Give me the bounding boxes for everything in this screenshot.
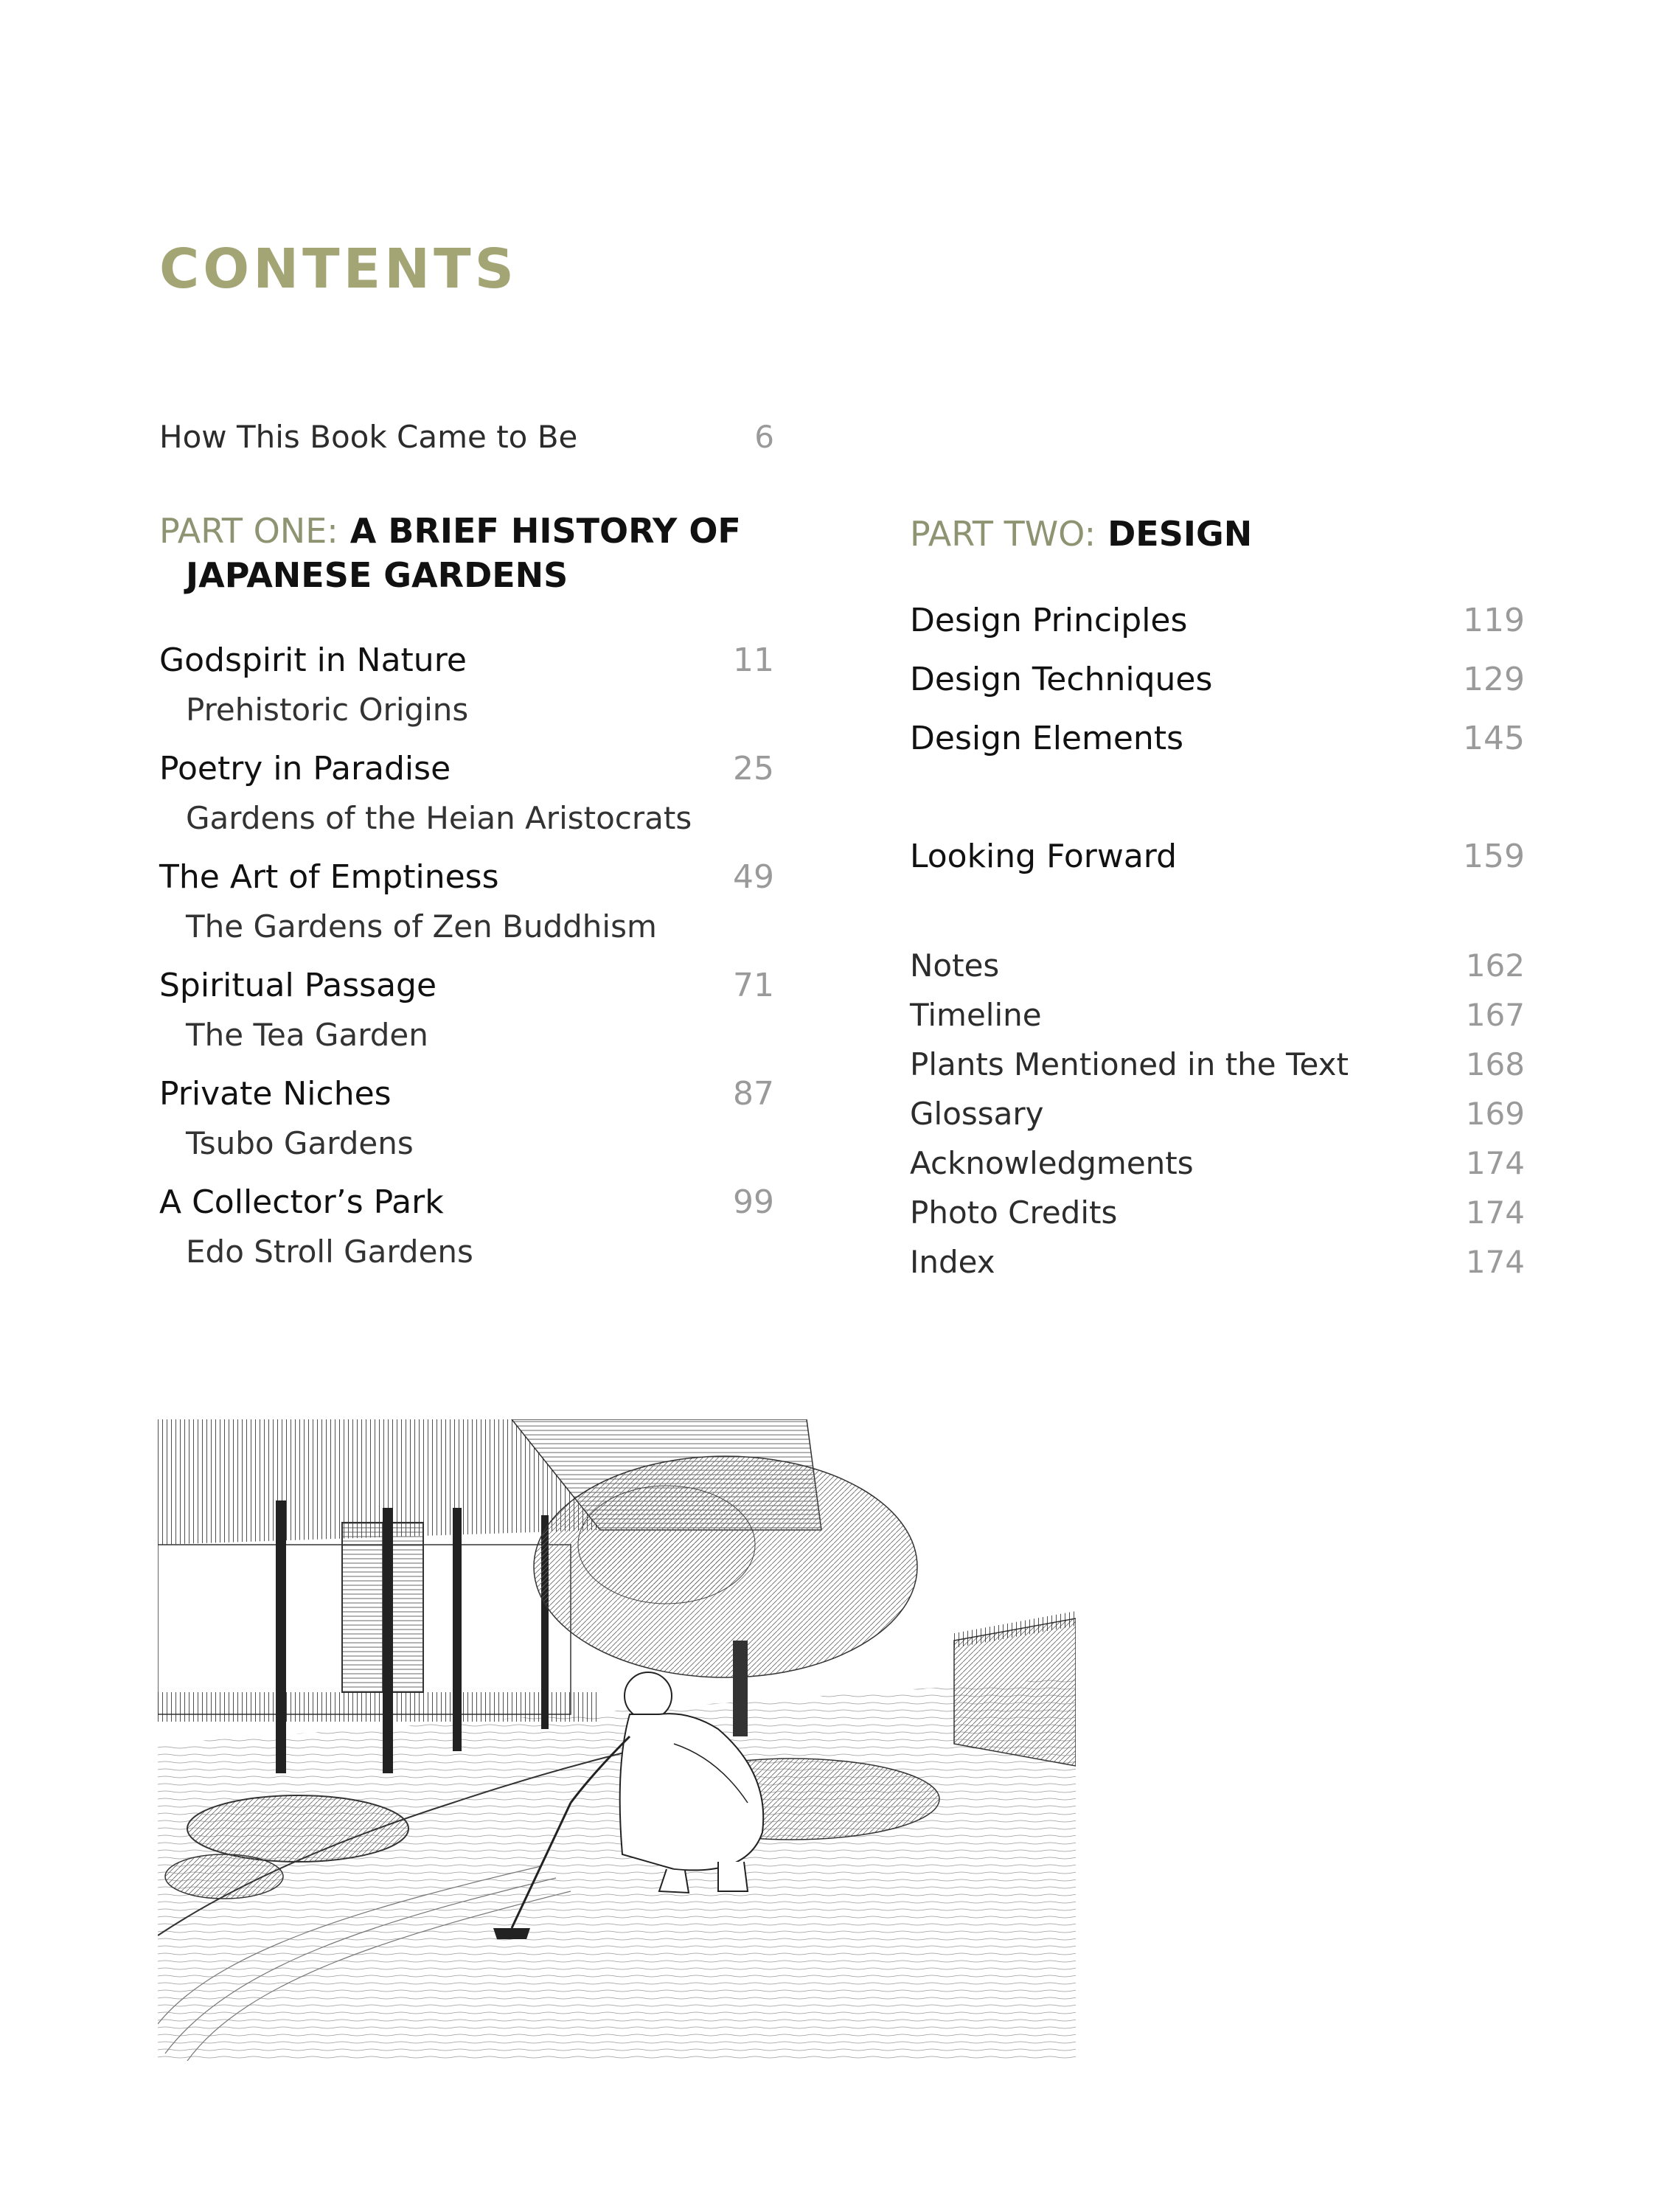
toc-page-number: 119 bbox=[1463, 602, 1525, 639]
toc-chapter[interactable] bbox=[910, 602, 1525, 639]
part-one-heading bbox=[159, 509, 741, 597]
toc-back-matter-entry[interactable] bbox=[910, 1244, 1525, 1280]
toc-entry-label: Acknowledgments bbox=[910, 1145, 1194, 1181]
part-two-prefix: PART TWO: bbox=[910, 514, 1096, 554]
raked-gravel bbox=[158, 1677, 1076, 2061]
toc-back-matter-entry[interactable] bbox=[910, 997, 1525, 1033]
toc-chapter-looking-forward[interactable] bbox=[910, 838, 1525, 875]
toc-chapter-title: A Collector’s Park bbox=[159, 1183, 444, 1221]
toc-page-number: 87 bbox=[733, 1075, 774, 1113]
toc-chapter[interactable] bbox=[159, 967, 774, 1004]
toc-chapter[interactable] bbox=[159, 1183, 774, 1221]
toc-chapter-title: Looking Forward bbox=[910, 838, 1178, 875]
garden-stone bbox=[187, 1795, 408, 1862]
toc-chapter[interactable] bbox=[159, 858, 774, 896]
part-two-title: DESIGN bbox=[1107, 514, 1253, 554]
toc-page-number: 174 bbox=[1465, 1244, 1525, 1280]
toc-chapter-title: Design Elements bbox=[910, 720, 1183, 757]
toc-chapter-title: Godspirit in Nature bbox=[159, 641, 467, 679]
toc-chapter[interactable] bbox=[159, 750, 774, 787]
toc-page-number: 159 bbox=[1463, 838, 1525, 875]
part-two-heading bbox=[910, 512, 1252, 556]
toc-chapter-title: The Art of Emptiness bbox=[159, 858, 499, 896]
toc-page-number: 11 bbox=[733, 641, 774, 679]
toc-entry-label: How This Book Came to Be bbox=[159, 419, 578, 455]
toc-chapter-subtitle: Prehistoric Origins bbox=[186, 692, 469, 728]
toc-entry-label: Notes bbox=[910, 947, 1000, 984]
toc-chapter[interactable] bbox=[159, 641, 774, 679]
toc-page-number: 71 bbox=[733, 967, 774, 1004]
part-one-prefix: PART ONE: bbox=[159, 511, 338, 551]
toc-entry-label: Index bbox=[910, 1244, 995, 1280]
toc-page-number: 162 bbox=[1465, 947, 1525, 984]
toc-chapter-subtitle: The Gardens of Zen Buddhism bbox=[186, 908, 657, 945]
toc-page-number: 174 bbox=[1465, 1194, 1525, 1231]
page-title: CONTENTS bbox=[159, 237, 518, 301]
toc-entry-label: Photo Credits bbox=[910, 1194, 1118, 1231]
part-one-title-line2: JAPANESE GARDENS bbox=[186, 555, 568, 595]
toc-chapter[interactable] bbox=[910, 720, 1525, 757]
zen-garden-illustration bbox=[158, 1419, 1076, 2061]
toc-entry-label: Glossary bbox=[910, 1096, 1044, 1132]
toc-chapter-subtitle: Gardens of the Heian Aristocrats bbox=[186, 800, 692, 836]
toc-back-matter-entry[interactable] bbox=[910, 1145, 1525, 1181]
toc-entry-intro[interactable] bbox=[159, 419, 774, 455]
toc-back-matter-entry[interactable] bbox=[910, 1096, 1525, 1132]
toc-chapter[interactable] bbox=[910, 661, 1525, 698]
toc-page-number: 49 bbox=[733, 858, 774, 896]
toc-chapter-title: Private Niches bbox=[159, 1075, 392, 1113]
toc-back-matter-entry[interactable] bbox=[910, 1194, 1525, 1231]
toc-chapter-subtitle: Tsubo Gardens bbox=[186, 1125, 414, 1161]
toc-chapter-subtitle: The Tea Garden bbox=[186, 1017, 428, 1053]
toc-back-matter-entry[interactable] bbox=[910, 947, 1525, 984]
toc-entry-label: Plants Mentioned in the Text bbox=[910, 1046, 1349, 1082]
toc-page-number: 6 bbox=[754, 419, 774, 455]
toc-chapter-title: Spiritual Passage bbox=[159, 967, 437, 1004]
toc-entry-label: Timeline bbox=[910, 997, 1042, 1033]
toc-page-number: 99 bbox=[733, 1183, 774, 1221]
toc-page-number: 129 bbox=[1463, 661, 1525, 698]
toc-page-number: 145 bbox=[1463, 720, 1525, 757]
toc-page-number: 168 bbox=[1465, 1046, 1525, 1082]
toc-chapter-title: Poetry in Paradise bbox=[159, 750, 451, 787]
part-one-title-line1: A BRIEF HISTORY OF bbox=[349, 511, 741, 551]
toc-chapter-title: Design Techniques bbox=[910, 661, 1213, 698]
toc-page-number: 25 bbox=[733, 750, 774, 787]
toc-page-number: 174 bbox=[1465, 1145, 1525, 1181]
toc-chapter-subtitle: Edo Stroll Gardens bbox=[186, 1234, 473, 1270]
toc-page-number: 167 bbox=[1465, 997, 1525, 1033]
toc-chapter[interactable] bbox=[159, 1075, 774, 1113]
toc-chapter-title: Design Principles bbox=[910, 602, 1188, 639]
toc-back-matter-entry[interactable] bbox=[910, 1046, 1525, 1082]
toc-page-number: 169 bbox=[1465, 1096, 1525, 1132]
